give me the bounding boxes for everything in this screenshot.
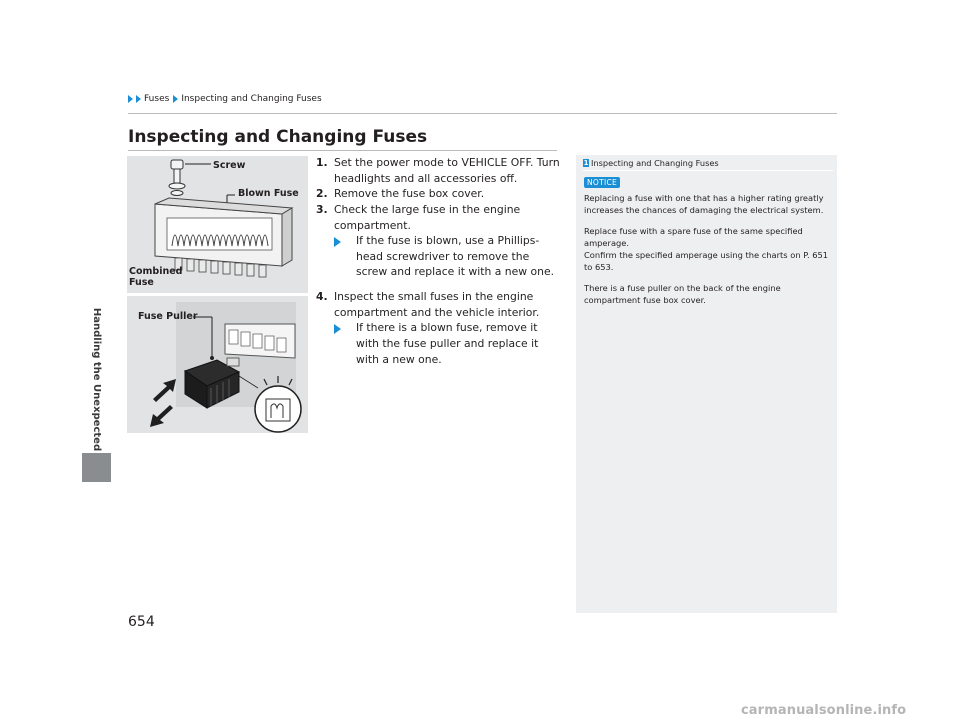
label-combined-fuse-line2: Fuse <box>129 277 154 288</box>
step-number: 2. <box>316 187 328 201</box>
step-text: Set the power mode to VEHICLE OFF. Turn headlights and all accessories off. <box>334 156 560 185</box>
panel-heading-text: Inspecting and Changing Fuses <box>591 158 719 168</box>
step-3 <box>316 202 560 233</box>
breadcrumb-item-current: Inspecting and Changing Fuses <box>181 94 322 104</box>
confirm-text: Confirm the specified amperage using the charts on P. 651 to 653. <box>584 250 829 273</box>
figure-large-fuse <box>127 156 308 293</box>
step-text: Check the large fuse in the engine compartment. <box>334 202 521 232</box>
arrow-icon <box>136 95 141 103</box>
arrow-icon <box>334 324 351 334</box>
label-combined-fuse-line1: Combined <box>129 266 183 277</box>
step-number: 3. <box>316 202 328 216</box>
step-number: 1. <box>316 156 328 169</box>
substep-text: If there is a blown fuse, remove it with the fuse puller and replace it with a new one. <box>356 321 539 366</box>
step-text: Remove the fuse box cover. <box>334 187 485 201</box>
chapter-tab-marker <box>82 453 111 482</box>
label-blown-fuse: Blown Fuse <box>238 188 299 199</box>
watermark[interactable]: carmanualsonline.info <box>741 703 907 718</box>
figure-fuse-puller <box>127 296 308 433</box>
breadcrumb-item-fuses[interactable]: Fuses <box>144 94 170 104</box>
notes-panel <box>576 155 837 613</box>
amperage-text: Replace fuse with a spare fuse of the same specified amperage. <box>584 226 803 249</box>
reference-icon: 1 <box>583 159 589 167</box>
step-text: Inspect the small fuses in the engine compartment and the vehicle interior. <box>334 290 540 319</box>
arrow-icon <box>128 95 133 103</box>
puller-location-text: There is a fuse puller on the back of the engine compartment fuse box cover. <box>584 283 781 306</box>
page-title: Inspecting and Changing Fuses <box>128 127 428 147</box>
step-1 <box>316 155 560 186</box>
arrow-icon <box>173 95 178 103</box>
page-number: 654 <box>128 614 155 630</box>
notice-badge: NOTICE <box>584 177 620 188</box>
procedure-steps <box>316 155 560 367</box>
label-fuse-puller: Fuse Puller <box>138 311 198 322</box>
panel-body <box>584 192 832 315</box>
step-2 <box>316 186 560 202</box>
notice-text: Replacing a fuse with one that has a higher rating greatly increases the chances of damaging the electrical system. <box>584 193 824 216</box>
panel-rule <box>583 170 833 171</box>
title-rule <box>128 150 557 151</box>
panel-heading <box>583 158 719 168</box>
side-tab-label: Handling the Unexpected <box>91 307 103 451</box>
header-rule <box>128 113 837 114</box>
step-3-substep <box>334 233 560 280</box>
side-chapter-tab <box>82 305 112 453</box>
step-4-substep <box>334 320 560 367</box>
arrow-icon <box>334 237 351 247</box>
step-number: 4. <box>316 290 328 304</box>
label-screw: Screw <box>213 160 246 171</box>
substep-text: If the fuse is blown, use a Phillips-head screwdriver to remove the screw and replace it with a new one. <box>356 234 555 279</box>
step-4 <box>316 289 560 320</box>
breadcrumb <box>128 94 322 104</box>
